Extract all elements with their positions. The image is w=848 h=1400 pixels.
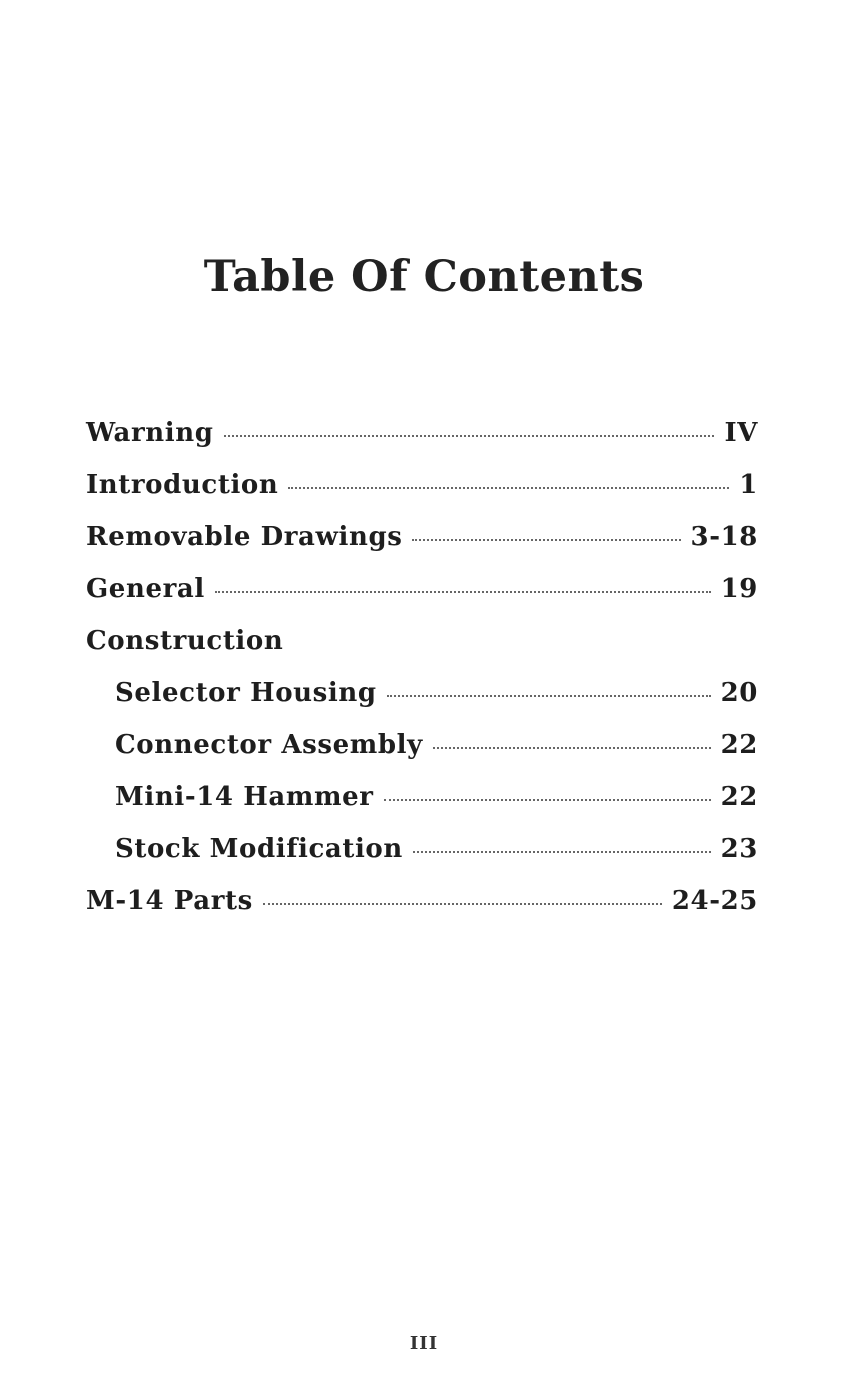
dot-leader: [412, 537, 680, 541]
toc-entry-label: Warning: [86, 418, 214, 448]
toc-entry-page: 19: [720, 574, 758, 604]
toc-entry-warning: [86, 418, 758, 470]
toc-entry-page: 1: [739, 470, 758, 500]
toc-entry-mini-14-hammer: [86, 782, 758, 834]
dot-leader: [224, 433, 715, 437]
toc-entry-label: Selector Housing: [115, 678, 377, 708]
table-of-contents: [86, 418, 758, 938]
toc-entry-page: 3-18: [690, 522, 758, 552]
toc-section-construction: [86, 626, 758, 678]
dot-leader: [387, 693, 711, 697]
toc-entry-label: Mini-14 Hammer: [115, 782, 374, 812]
dot-leader: [215, 589, 711, 593]
toc-entry-removable-drawings: [86, 522, 758, 574]
toc-entry-label: Introduction: [86, 470, 279, 500]
toc-entry-label: Removable Drawings: [86, 522, 403, 552]
page-number: III: [409, 1333, 439, 1354]
toc-entry-selector-housing: [86, 678, 758, 730]
toc-entry-page: 23: [720, 834, 758, 864]
dot-leader: [413, 849, 711, 853]
dot-leader: [433, 745, 711, 749]
dot-leader: [384, 797, 711, 801]
toc-entry-general: [86, 574, 758, 626]
toc-entry-label: Stock Modification: [115, 834, 403, 864]
toc-entry-page: 24-25: [671, 886, 758, 916]
toc-entry-label: M-14 Parts: [86, 886, 253, 916]
toc-entry-label: Connector Assembly: [115, 730, 423, 760]
toc-entry-page: IV: [724, 418, 758, 448]
toc-entry-page: 22: [720, 730, 758, 760]
toc-entry-m-14-parts: [86, 886, 758, 938]
toc-entry-label: General: [86, 574, 205, 604]
toc-entry-page: 22: [720, 782, 758, 812]
toc-entry-connector-assembly: [86, 730, 758, 782]
dot-leader: [288, 485, 729, 489]
page-title: Table Of Contents: [203, 252, 645, 302]
toc-entry-stock-modification: [86, 834, 758, 886]
dot-leader: [263, 901, 662, 905]
toc-entry-page: 20: [720, 678, 758, 708]
toc-entry-introduction: [86, 470, 758, 522]
toc-section-label: Construction: [86, 626, 284, 656]
